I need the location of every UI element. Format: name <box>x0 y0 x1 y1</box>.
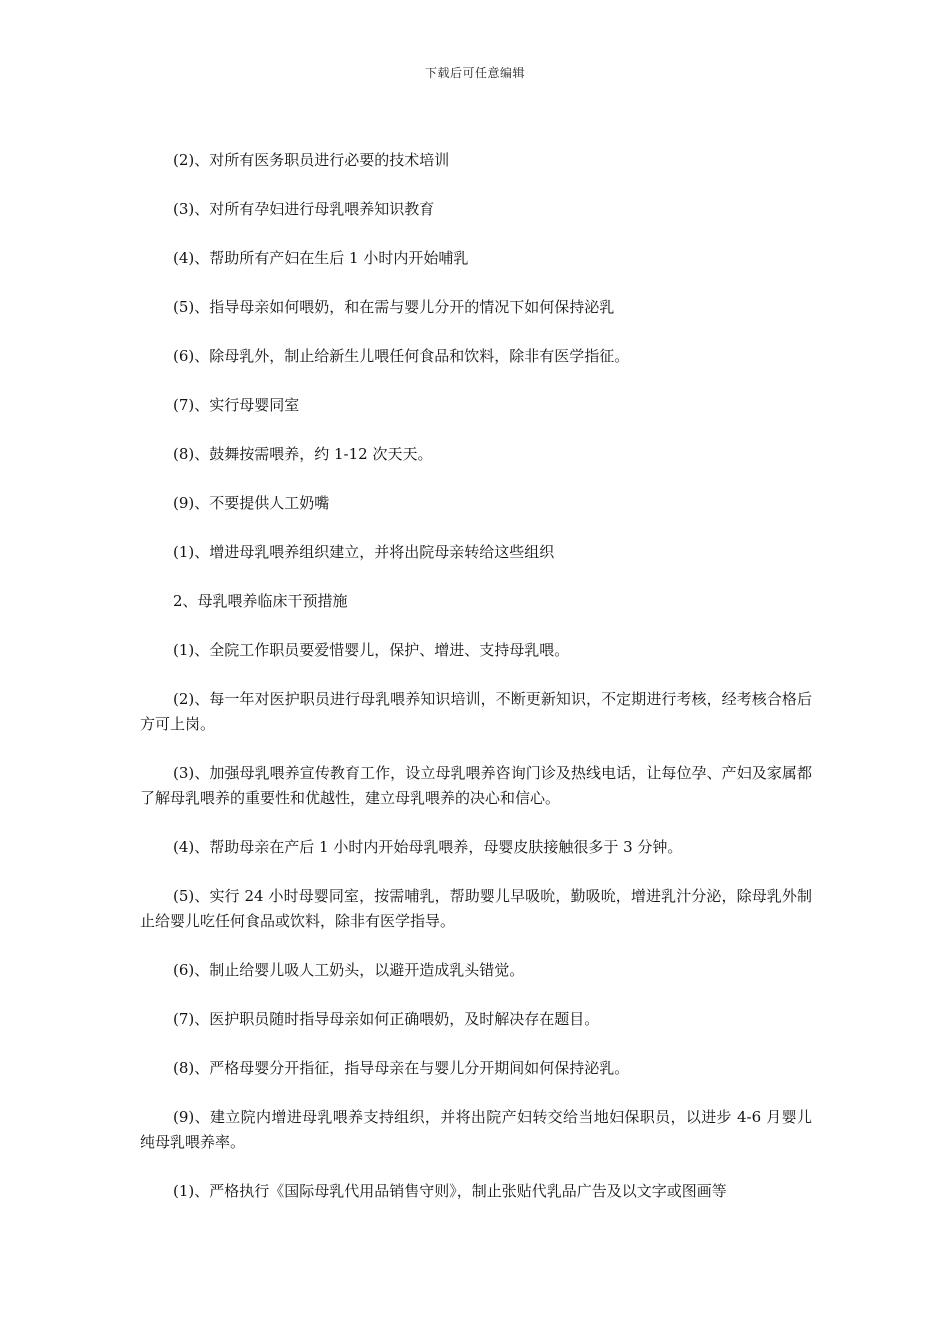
paragraph: (4)、帮助所有产妇在生后 1 小时内开始哺乳 <box>173 249 469 267</box>
paragraph: (2)、每一年对医护职员进行母乳喂养知识培训，不断更新知识，不定期进行考核，经考核合格后方可上岗。 <box>140 690 812 733</box>
paragraph: (1)、增进母乳喂养组织建立，并将出院母亲转给这些组织 <box>173 543 555 561</box>
paragraph: (1)、全院工作职员要爱惜婴儿，保护、增进、支持母乳喂。 <box>173 641 570 659</box>
paragraph: (9)、不要提供人工奶嘴 <box>173 494 330 512</box>
paragraph: (7)、实行母婴同室 <box>173 396 300 414</box>
page-header: 下载后可任意编辑 <box>424 66 525 80</box>
document-body <box>140 148 812 1228</box>
paragraph: (8)、严格母婴分开指征，指导母亲在与婴儿分开期间如何保持泌乳。 <box>173 1059 630 1077</box>
paragraph: (2)、对所有医务职员进行必要的技术培训 <box>173 151 450 169</box>
paragraph: (5)、实行 24 小时母婴同室，按需哺乳，帮助婴儿早吸吮，勤吸吮，增进乳汁分泌，除母乳外制止给婴儿吃任何食品或饮料，除非有医学指导。 <box>140 887 812 930</box>
paragraph: (5)、指导母亲如何喂奶，和在需与婴儿分开的情况下如何保持泌乳 <box>173 298 615 316</box>
paragraph: (6)、除母乳外，制止给新生儿喂任何食品和饮料，除非有医学指征。 <box>173 347 630 365</box>
paragraph: (3)、对所有孕妇进行母乳喂养知识教育 <box>173 200 435 218</box>
paragraph: (8)、鼓舞按需喂养，约 1-12 次天天。 <box>173 445 433 463</box>
paragraph: (1)、严格执行《国际母乳代用品销售守则》，制止张贴代乳品广告及以文字或图画等 <box>173 1182 727 1200</box>
paragraph: (4)、帮助母亲在产后 1 小时内开始母乳喂养，母婴皮肤接触很多于 3 分钟。 <box>173 838 683 856</box>
paragraph: (9)、建立院内增进母乳喂养支持组织，并将出院产妇转交给当地妇保职员，以进步 4-6 月婴儿纯母乳喂养率。 <box>140 1108 812 1151</box>
paragraph: (3)、加强母乳喂养宣传教育工作，设立母乳喂养咨询门诊及热线电话，让每位孕、产妇及家属都了解母乳喂养的重要性和优越性，建立母乳喂养的决心和信心。 <box>140 764 812 807</box>
section-heading: 2、母乳喂养临床干预措施 <box>173 592 348 610</box>
paragraph: (7)、医护职员随时指导母亲如何正确喂奶，及时解决存在题目。 <box>173 1010 600 1028</box>
paragraph: (6)、制止给婴儿吸人工奶头，以避开造成乳头错觉。 <box>173 961 525 979</box>
